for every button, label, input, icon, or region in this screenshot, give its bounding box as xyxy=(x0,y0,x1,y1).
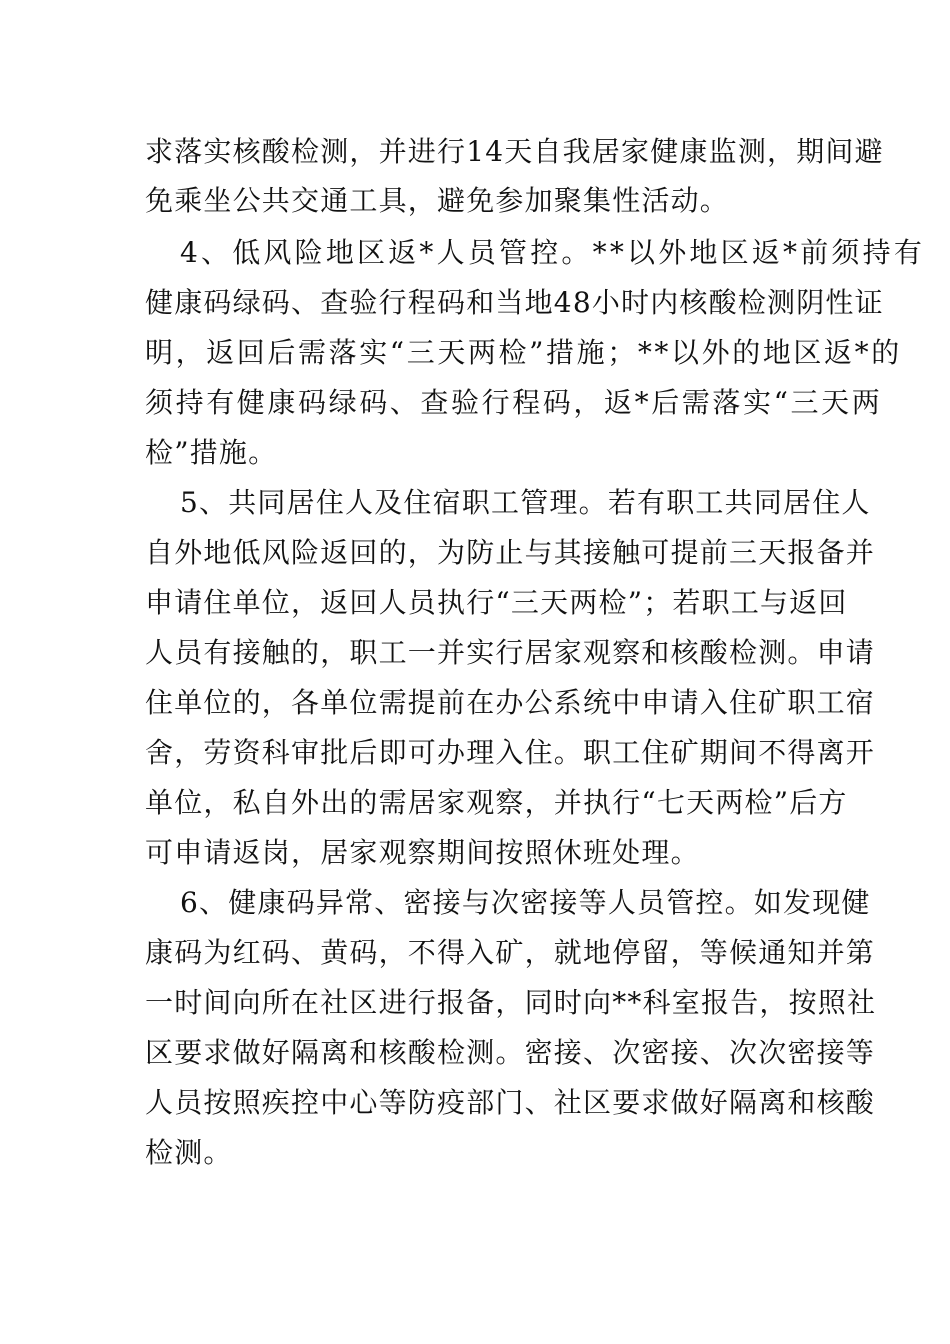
text-line: 免乘坐公共交通工具，避免参加聚集性活动。 xyxy=(145,184,730,217)
text-line: 求落实核酸检测，并进行14天自我居家健康监测，期间避 xyxy=(145,135,884,168)
text-line: 一时间向所在社区进行报备，同时向**科室报告，按照社 xyxy=(145,986,877,1019)
text-line: 健康码绿码、查验行程码和当地48小时内核酸检测阴性证 xyxy=(145,286,884,319)
text-line: 单位，私自外出的需居家观察，并执行“七天两检”后方 xyxy=(145,786,848,819)
text-line: 区要求做好隔离和核酸检测。密接、次密接、次次密接等 xyxy=(145,1036,876,1069)
text-line: 明，返回后需落实“三天两检”措施；**以外的地区返*的 xyxy=(145,336,902,369)
text-line: 舍，劳资科审批后即可办理入住。职工住矿期间不得离开 xyxy=(145,736,876,769)
text-line: 自外地低风险返回的，为防止与其接触可提前三天报备并 xyxy=(145,536,876,569)
item-4-heading-line: 4、低风险地区返*人员管控。**以外地区返*前须持有 xyxy=(180,236,926,269)
text-line: 申请住单位，返回人员执行“三天两检”；若职工与返回 xyxy=(145,586,848,619)
item-6-heading-line: 6、健康码异常、密接与次密接等人员管控。如发现健 xyxy=(180,886,871,919)
text-line: 康码为红码、黄码，不得入矿，就地停留，等候通知并第 xyxy=(145,936,876,969)
text-line: 须持有健康码绿码、查验行程码，返*后需落实“三天两 xyxy=(145,386,883,419)
text-line: 住单位的，各单位需提前在办公系统中申请入住矿职工宿 xyxy=(145,686,876,719)
item-5-heading-line: 5、共同居住人及住宿职工管理。若有职工共同居住人 xyxy=(180,486,871,519)
text-line: 人员有接触的，职工一并实行居家观察和核酸检测。申请 xyxy=(145,636,876,669)
text-line: 检测。 xyxy=(145,1136,233,1169)
text-line: 检”措施。 xyxy=(145,436,278,469)
text-line: 人员按照疾控中心等防疫部门、社区要求做好隔离和核酸 xyxy=(145,1086,876,1119)
text-line: 可申请返岗，居家观察期间按照休班处理。 xyxy=(145,836,700,869)
